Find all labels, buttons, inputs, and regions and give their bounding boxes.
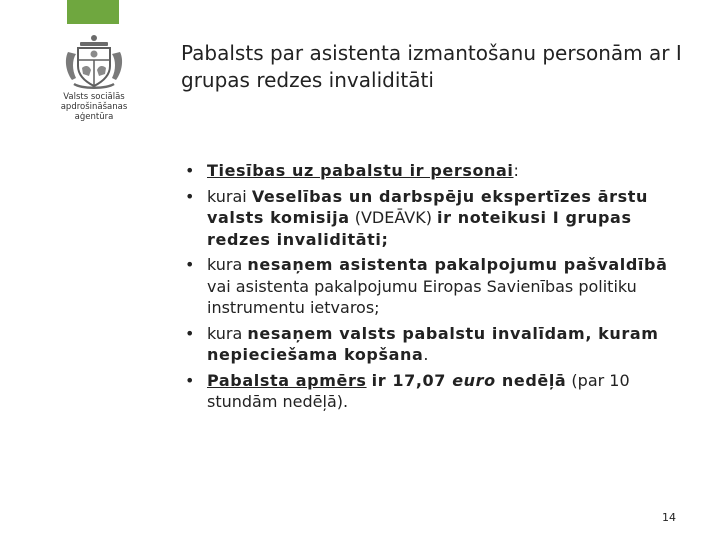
bullet-text-segment: ir noteikusi I grupas redzes invaliditāti; [207,208,632,249]
agency-logo [48,32,140,132]
bullet-text-segment: kura [207,323,248,343]
bullet-item [181,370,681,413]
logo-text-line-3: aģentūra [74,112,114,122]
bullet-text-segment: (VDEĀVK) [349,208,438,227]
bullet-text-segment: Pabalsta apmērs [207,370,367,390]
bullet-text-segment: kura [207,255,248,274]
green-accent-bar [67,0,119,24]
bullet-text-segment: euro [452,370,496,390]
bullet-text-segment: nedēļā [495,370,567,390]
bullet-text-segment: (par 10 stundām nedēļā). [207,370,630,411]
bullet-text-segment: Veselības un darbspēju ekspertīzes ārstu valsts komisija [207,186,648,227]
bullet-item [181,186,681,251]
bullet-text-segment: nesaņem asistenta pakalpojumu pašvaldībā [247,255,668,274]
bullet-list [181,160,681,417]
bullet-item [181,254,681,319]
logo-text-line-2: apdrošināšanas [60,102,128,112]
bullet-item [181,323,681,366]
bullet-text-segment: : [513,161,519,180]
bullet-text-segment: nesaņem valsts pabalstu invalīdam, kuram nepieciešama kopšana [207,323,659,364]
logo-text-line-1: Valsts sociālās [63,92,125,102]
page-number: 14 [662,511,676,524]
bullet-item [181,160,681,182]
bullet-text-segment: vai asistenta pakalpojumu Eiropas Savienības politiku instrumentu ietvaros; [207,276,637,317]
bullet-text-segment: kurai [207,186,252,206]
coat-of-arms-icon [62,32,126,90]
bullet-text-segment: ir 17,07 [371,370,453,390]
bullet-text-segment: Tiesības uz pabalstu ir personai [207,161,514,180]
slide-title: Pabalsts par asistenta izmantošanu personām ar I grupas redzes invaliditāti [181,41,682,92]
bullet-text-segment: . [423,345,429,364]
